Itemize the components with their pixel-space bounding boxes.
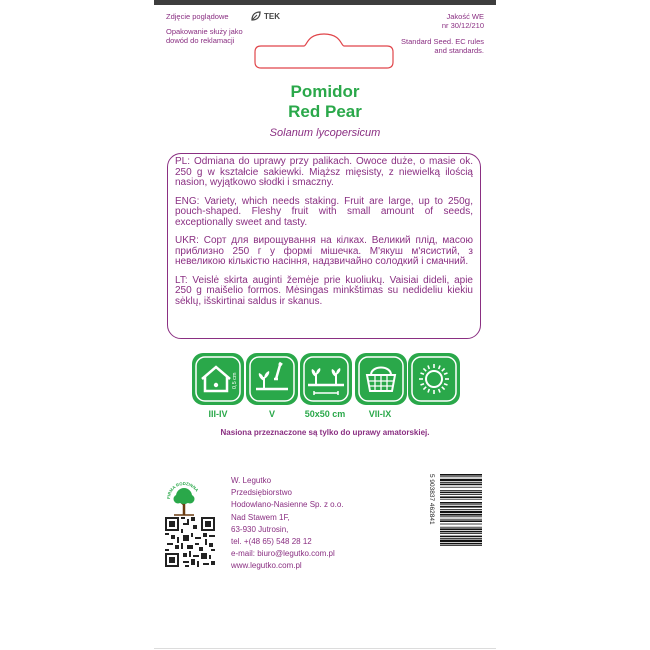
barcode-bar: [440, 528, 482, 530]
barcode-bar: [440, 484, 482, 486]
product-name-line2: Red Pear: [288, 102, 362, 121]
barcode-bar: [440, 494, 482, 495]
brand-text: TEK: [264, 11, 280, 21]
harvest-basket-icon: [355, 353, 407, 405]
qr-code: [165, 517, 215, 567]
barcode-bar: [440, 538, 482, 539]
barcode-bar: [440, 490, 482, 491]
quality-title-text: Jakość WE: [446, 12, 484, 21]
barcode-bar: [440, 496, 482, 498]
company-address: Nad Stawem 1F,: [231, 512, 290, 522]
depth-label: 0,5 cm: [232, 372, 238, 389]
transplant-month: V: [268, 409, 275, 419]
barcode-bar: [440, 474, 482, 476]
cultivation-icons: [192, 353, 460, 405]
harvest-months: VII-IX: [368, 409, 392, 419]
product-name-line1: Pomidor: [290, 82, 360, 101]
description-eng: ENG: Variety, which needs staking. Fruit are large, up to 250g, pouch-shaped. Fleshy fruit with small amount of seeds, exceptionally sweet and tasty.: [175, 195, 473, 228]
brand-mark: [250, 10, 280, 22]
barcode-bar: [440, 502, 482, 504]
packaging-note: Opakowanie służy jako dowód do reklamacji: [166, 27, 243, 45]
barcode-bar: [440, 506, 482, 508]
spacing-value: 50x50 cm: [304, 409, 346, 419]
seed-packet: [154, 0, 496, 650]
hanger-cutout: [249, 30, 399, 72]
company-phone: tel. +(48 65) 548 28 12: [231, 537, 312, 547]
standard-note: Standard Seed. EC rules and standards.: [401, 37, 484, 55]
quality-title: [442, 12, 484, 30]
barcode-bar: [440, 543, 482, 545]
sample-label: Zdjęcie poglądowe: [166, 12, 229, 21]
description-pl: PL: Odmiana do uprawy przy palikach. Owoce duże, o masie ok. 250 g w kształcie sakiewki. Miąższ mięsisty, z niewielką ilością nasion, wyjątkowo słodki i smaczny.: [175, 156, 473, 188]
sun-icon: [408, 353, 460, 405]
barcode-bar: [440, 536, 482, 538]
bottom-line: [154, 648, 496, 649]
description-lt: LT: Veislė skirta auginti žemėje prie kuoliukų. Vaisiai dideli, apie 250 g maišelio formos. Mėsingas minkštimas su nedideliu kiekiu sėklų, išskirtinai saldus ir skanus.: [175, 274, 473, 307]
barcode-bar: [440, 533, 482, 534]
quality-code: nr 30/12/210: [441, 21, 484, 30]
barcode-bar: [440, 524, 482, 525]
barcode-bar: [440, 499, 482, 500]
description-box: [167, 153, 481, 339]
barcode-bar: [440, 545, 482, 546]
barcode-bar: [440, 482, 482, 483]
description-ukr: UKR: Сорт для вирощування на кілках. Великий плід, масою приблизно 250 г у формі мішечка. М'якуш м'ясистий, з невеликою кількістю насіння, надзвичайно солодкий і смачний.: [175, 235, 473, 267]
barcode-bar: [440, 509, 482, 510]
barcode-bar: [440, 511, 482, 513]
barcode-bar: [440, 516, 482, 517]
company-line: Przedsiębiorstwo: [231, 488, 292, 498]
barcode-bar: [440, 514, 482, 516]
logo-text: FIRMA RODZINNA: [165, 480, 200, 500]
barcode: [424, 472, 484, 572]
company-line: W. Legutko: [231, 476, 272, 485]
barcode-bar: [440, 476, 482, 477]
barcode-bar: [440, 531, 482, 533]
greenhouse-sowing-icon: [192, 353, 244, 405]
barcode-digits: 5 903837 462841: [428, 474, 435, 525]
barcode-bar: [440, 492, 482, 494]
transplant-icon: [246, 353, 298, 405]
latin-name: Solanum lycopersicum: [269, 127, 381, 139]
company-info: [231, 475, 344, 573]
barcode-bar: [440, 504, 482, 505]
family-firm-logo: [164, 475, 204, 517]
barcode-bar: [440, 487, 482, 488]
company-line: Hodowlano-Nasienne Sp. z o.o.: [231, 500, 344, 510]
leaf-icon: [250, 10, 262, 22]
barcode-bar: [440, 520, 482, 522]
amateur-use-notice: Nasiona przeznaczone są tylko do uprawy amatorskiej.: [220, 428, 430, 437]
spacing-icon: [300, 353, 352, 405]
top-band: [154, 0, 496, 5]
barcode-bar: [440, 519, 482, 520]
sowing-months: III-IV: [208, 409, 228, 419]
company-postcode: 63-930 Jutrosin,: [231, 524, 289, 534]
barcode-bar: [440, 527, 482, 528]
company-website: www.legutko.com.pl: [231, 561, 302, 571]
barcode-bar: [440, 540, 482, 542]
company-email: e-mail: biuro@legutko.com.pl: [231, 549, 335, 559]
barcode-bar: [440, 479, 482, 481]
